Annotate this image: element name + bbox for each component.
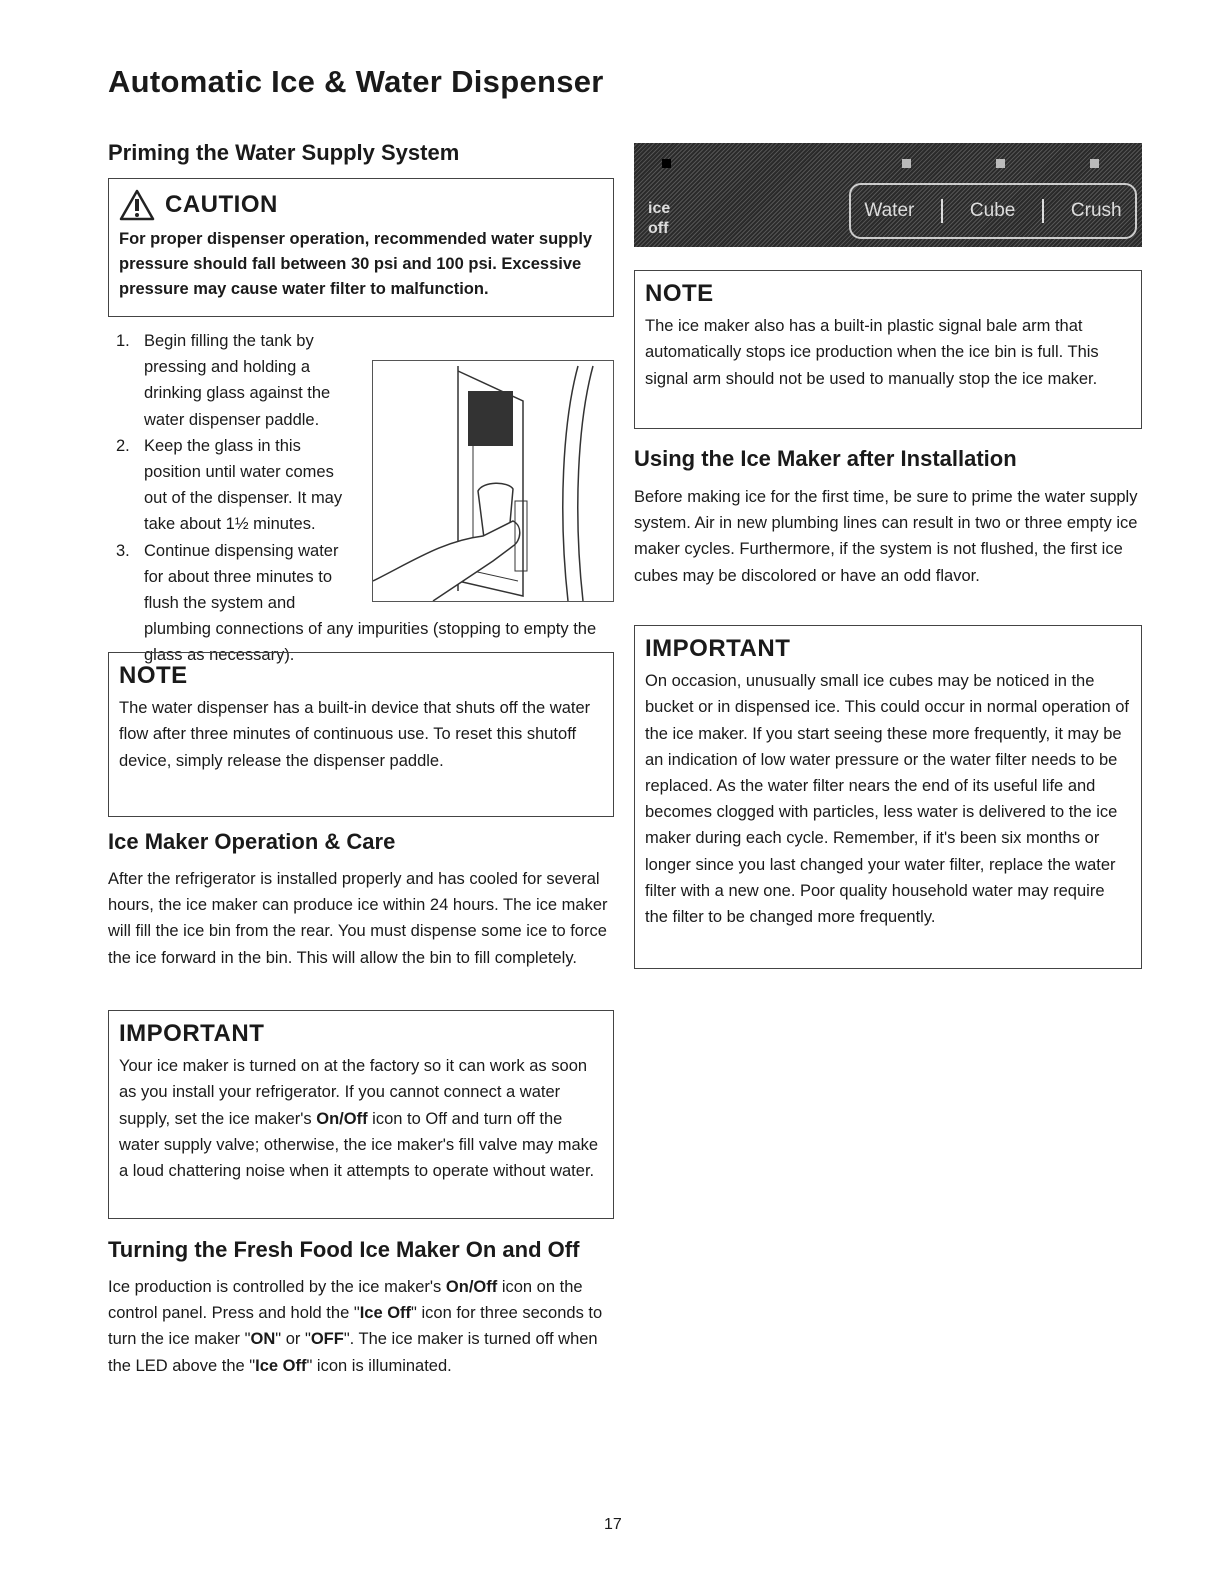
divider [1042,199,1044,223]
crush-led [1090,159,1099,168]
page-title: Automatic Ice & Water Dispenser [108,64,604,99]
note-box-dispenser [108,652,614,817]
water-button[interactable]: Water [864,200,915,221]
caution-text: For proper dispenser operation, recommended water supply pressure should fall between 30 psi and 100 psi. Excessive pressure may cause water filter to malfunction. [119,230,593,298]
important-text: Your ice maker is turned on at the factory so it can work as soon as you install your refrigerator. If you cannot connect a water supply, set the ice maker's On/Off icon to Off and turn off the water supply valve; otherwise, the ice maker's fill valve may make a loud chattering noise when it attempts to operate without water. [119,1057,599,1181]
divider [941,199,943,223]
priming-heading: Priming the Water Supply System [108,140,460,165]
important-box-right [634,625,1142,969]
step-3: 3. Continue dispensing water for about three minutes to flush the system and plumbing connections of any impurities (stopping to empty the glass as necessary). [116,541,597,665]
note-label: NOTE [119,662,188,689]
step-1: 1. Begin filling the tank by pressing and holding a drinking glass against the water dispenser paddle. [116,332,331,429]
caution-box [108,178,614,317]
control-panel [634,143,1142,247]
note-box-bale-arm [634,270,1142,429]
dispense-mode-buttons [849,183,1137,239]
note-text: The water dispenser has a built-in device that shuts off the water flow after three minutes of continuous use. To reset this shutoff device, simply release the dispenser paddle. [119,699,591,770]
important-label: IMPORTANT [645,635,791,662]
cube-button[interactable]: Cube [969,200,1016,221]
important-box-left [108,1010,614,1219]
important-label: IMPORTANT [119,1020,265,1047]
after-install-text: Before making ice for the first time, be sure to prime the water supply system. Air in new plumbing lines can result in two or three empty ice maker cycles. Furthermore, if the system is not flushed, the first ice cubes may be discolored or have an odd flavor. [634,488,1138,585]
ice-off-led [662,159,671,168]
ice-off-button[interactable]: ice off [648,200,671,237]
water-led [902,159,911,168]
operation-heading: Ice Maker Operation & Care [108,829,396,854]
after-install-heading: Using the Ice Maker after Installation [634,446,1017,471]
crush-button[interactable]: Crush [1070,200,1122,221]
turning-heading: Turning the Fresh Food Ice Maker On and Off [108,1237,580,1262]
warning-icon [119,189,155,221]
cube-led [996,159,1005,168]
page-number: 17 [604,1516,622,1533]
operation-text: After the refrigerator is installed properly and has cooled for several hours, the ice maker can produce ice within 24 hours. The ice maker will fill the ice bin from the rear. You must dispense some ice to force the ice forward in the bin. This will allow the bin to fill completely. [108,870,608,967]
important-text: On occasion, unusually small ice cubes may be noticed in the bucket or in dispensed ice. This could occur in normal operation of the ice maker. If you start seeing these more frequently, it may be an indication of low water pressure or the water filter needs to be replaced. As the water filter nears the end of its useful life and becomes clogged with particles, less water is delivered to the ice maker during each cycle. Remember, if it's been six months or longer since you last changed your water filter, replace the water filter with a new one. Poor quality household water may require the filter to be changed more frequently. [645,672,1129,927]
caution-label: CAUTION [165,191,278,218]
turning-text: Ice production is controlled by the ice maker's On/Off icon on the control panel. Press and hold the "Ice Off" icon for three seconds to turn the ice maker "ON" or "OFF". The ice maker is turned off when the LED above the "Ice Off" icon is illuminated. [108,1278,603,1375]
priming-steps [108,328,614,669]
step-2: 2. Keep the glass in this position until water comes out of the dispenser. It may take about 1½ minutes. [116,436,343,534]
note-text: The ice maker also has a built-in plastic signal bale arm that automatically stops ice production when the ice bin is full. This signal arm should not be used to manually stop the ice maker. [645,317,1099,388]
note-label: NOTE [645,280,714,307]
